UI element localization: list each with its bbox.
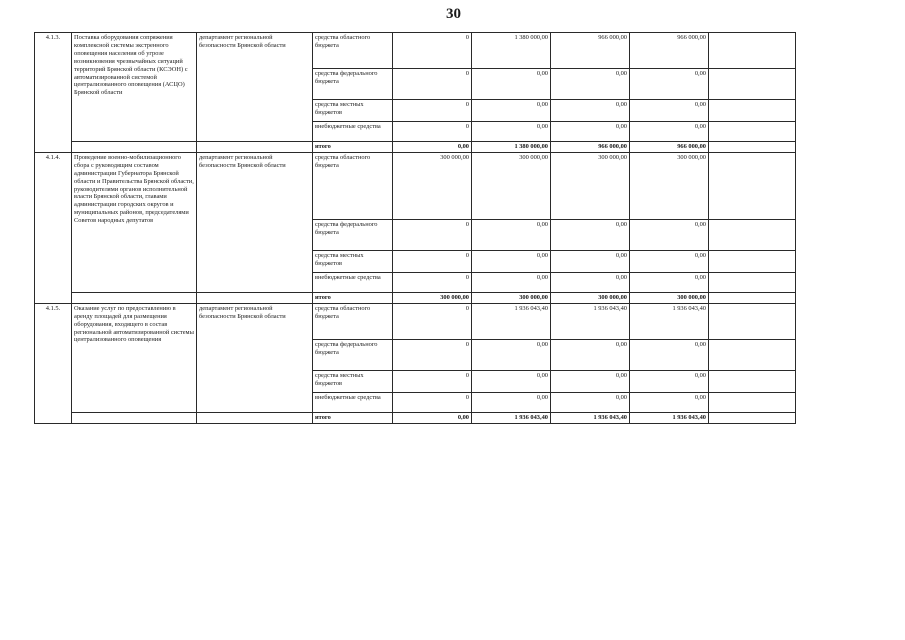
item-name: Поставка оборудования сопряжения комплексной системы экстренного оповещения населения об угрозе возникновения чрезвычайных ситуаций территорий Брянской области (КСЭОН) с автоматизированной системой централизованного оповещения (АСЦО) Брянской области bbox=[72, 33, 197, 142]
amount-cell: 0 bbox=[393, 33, 472, 69]
item-executor-total-cell bbox=[197, 412, 313, 423]
funding-source: средства областного бюджета bbox=[313, 152, 393, 219]
amount-cell: 300 000,00 bbox=[551, 152, 630, 219]
amount-cell bbox=[709, 100, 796, 122]
funding-source: итого bbox=[313, 412, 393, 423]
amount-cell: 0 bbox=[393, 303, 472, 339]
amount-cell: 300 000,00 bbox=[551, 292, 630, 303]
item-name: Проведение военно-мобилизационного сбора с руководящим составом администрации Губернатора Брянской области и Правительства Брянской области, руководителями органов исполнительной власти Брянской области, главами администрации городских округов и муниципальных районов, председателями Советов народных депутатов bbox=[72, 152, 197, 292]
program-table bbox=[34, 32, 796, 424]
amount-cell: 1 380 000,00 bbox=[472, 33, 551, 69]
amount-cell: 300 000,00 bbox=[393, 292, 472, 303]
amount-cell: 0,00 bbox=[551, 219, 630, 250]
table-row bbox=[35, 33, 796, 69]
funding-source: итого bbox=[313, 292, 393, 303]
item-executor: департамент региональной безопасности Брянской области bbox=[197, 152, 313, 292]
amount-cell bbox=[709, 122, 796, 142]
amount-cell: 0,00 bbox=[630, 122, 709, 142]
amount-cell: 0,00 bbox=[551, 69, 630, 100]
amount-cell: 0,00 bbox=[472, 69, 551, 100]
amount-cell: 1 936 043,40 bbox=[630, 303, 709, 339]
amount-cell: 300 000,00 bbox=[630, 292, 709, 303]
funding-source: средства местных бюджетов bbox=[313, 100, 393, 122]
funding-source: итого bbox=[313, 142, 393, 153]
amount-cell: 0 bbox=[393, 69, 472, 100]
amount-cell: 300 000,00 bbox=[472, 152, 551, 219]
amount-cell bbox=[709, 69, 796, 100]
amount-cell: 0 bbox=[393, 219, 472, 250]
amount-cell: 0,00 bbox=[630, 272, 709, 292]
funding-source: внебюджетные средства bbox=[313, 122, 393, 142]
amount-cell: 0,00 bbox=[472, 100, 551, 122]
amount-cell: 0,00 bbox=[551, 370, 630, 392]
amount-cell: 0,00 bbox=[551, 250, 630, 272]
amount-cell: 0 bbox=[393, 272, 472, 292]
amount-cell: 300 000,00 bbox=[472, 292, 551, 303]
amount-cell: 966 000,00 bbox=[630, 33, 709, 69]
item-code: 4.1.4. bbox=[35, 152, 72, 303]
funding-source: средства федерального бюджета bbox=[313, 339, 393, 370]
item-executor: департамент региональной безопасности Брянской области bbox=[197, 33, 313, 142]
item-name-total-cell bbox=[72, 412, 197, 423]
item-name: Оказание услуг по предоставлению в аренду площадей для размещения оборудования, входящего в состав региональной автоматизированной системы централизованного оповещения bbox=[72, 303, 197, 412]
amount-cell: 0,00 bbox=[393, 412, 472, 423]
amount-cell: 0 bbox=[393, 370, 472, 392]
amount-cell: 0 bbox=[393, 250, 472, 272]
amount-cell: 0,00 bbox=[472, 219, 551, 250]
amount-cell bbox=[709, 392, 796, 412]
amount-cell: 0,00 bbox=[551, 122, 630, 142]
amount-cell: 0,00 bbox=[630, 100, 709, 122]
amount-cell: 0,00 bbox=[551, 100, 630, 122]
amount-cell: 0 bbox=[393, 122, 472, 142]
amount-cell: 0 bbox=[393, 339, 472, 370]
amount-cell: 0 bbox=[393, 100, 472, 122]
funding-source: средства федерального бюджета bbox=[313, 219, 393, 250]
amount-cell: 300 000,00 bbox=[630, 152, 709, 219]
item-executor-total-cell bbox=[197, 142, 313, 153]
amount-cell bbox=[709, 339, 796, 370]
amount-cell: 966 000,00 bbox=[551, 142, 630, 153]
item-name-total-cell bbox=[72, 292, 197, 303]
amount-cell: 0,00 bbox=[630, 219, 709, 250]
amount-cell bbox=[709, 219, 796, 250]
amount-cell bbox=[709, 152, 796, 219]
funding-source: средства федерального бюджета bbox=[313, 69, 393, 100]
item-executor: департамент региональной безопасности Брянской области bbox=[197, 303, 313, 412]
amount-cell: 0,00 bbox=[472, 370, 551, 392]
amount-cell: 1 936 043,40 bbox=[630, 412, 709, 423]
amount-cell: 0,00 bbox=[630, 339, 709, 370]
amount-cell: 1 936 043,40 bbox=[551, 303, 630, 339]
funding-source: средства местных бюджетов bbox=[313, 370, 393, 392]
table-body bbox=[35, 33, 796, 424]
amount-cell bbox=[709, 272, 796, 292]
amount-cell: 1 936 043,40 bbox=[551, 412, 630, 423]
table-row bbox=[35, 152, 796, 219]
amount-cell: 0,00 bbox=[393, 142, 472, 153]
amount-cell bbox=[709, 250, 796, 272]
amount-cell: 0,00 bbox=[630, 250, 709, 272]
funding-source: внебюджетные средства bbox=[313, 392, 393, 412]
amount-cell bbox=[709, 292, 796, 303]
amount-cell: 0,00 bbox=[551, 339, 630, 370]
funding-source: средства местных бюджетов bbox=[313, 250, 393, 272]
item-name-total-cell bbox=[72, 142, 197, 153]
funding-source: средства областного бюджета bbox=[313, 33, 393, 69]
amount-cell: 0,00 bbox=[472, 339, 551, 370]
amount-cell bbox=[709, 33, 796, 69]
amount-cell: 1 380 000,00 bbox=[472, 142, 551, 153]
amount-cell: 0 bbox=[393, 392, 472, 412]
amount-cell bbox=[709, 303, 796, 339]
amount-cell: 0,00 bbox=[551, 272, 630, 292]
funding-source: средства областного бюджета bbox=[313, 303, 393, 339]
amount-cell: 0,00 bbox=[630, 69, 709, 100]
amount-cell: 0,00 bbox=[472, 272, 551, 292]
amount-cell: 0,00 bbox=[472, 392, 551, 412]
table-row bbox=[35, 292, 796, 303]
item-code: 4.1.5. bbox=[35, 303, 72, 423]
amount-cell: 1 936 043,40 bbox=[472, 303, 551, 339]
table-row bbox=[35, 303, 796, 339]
amount-cell bbox=[709, 412, 796, 423]
amount-cell: 0,00 bbox=[630, 392, 709, 412]
amount-cell: 1 936 043,40 bbox=[472, 412, 551, 423]
amount-cell: 966 000,00 bbox=[551, 33, 630, 69]
table-row bbox=[35, 142, 796, 153]
funding-source: внебюджетные средства bbox=[313, 272, 393, 292]
amount-cell bbox=[709, 142, 796, 153]
amount-cell: 0,00 bbox=[551, 392, 630, 412]
item-code: 4.1.3. bbox=[35, 33, 72, 153]
amount-cell: 966 000,00 bbox=[630, 142, 709, 153]
page-number: 30 bbox=[446, 6, 461, 22]
table-row bbox=[35, 412, 796, 423]
item-executor-total-cell bbox=[197, 292, 313, 303]
amount-cell: 0,00 bbox=[472, 250, 551, 272]
amount-cell: 0,00 bbox=[630, 370, 709, 392]
amount-cell: 0,00 bbox=[472, 122, 551, 142]
amount-cell: 300 000,00 bbox=[393, 152, 472, 219]
amount-cell bbox=[709, 370, 796, 392]
